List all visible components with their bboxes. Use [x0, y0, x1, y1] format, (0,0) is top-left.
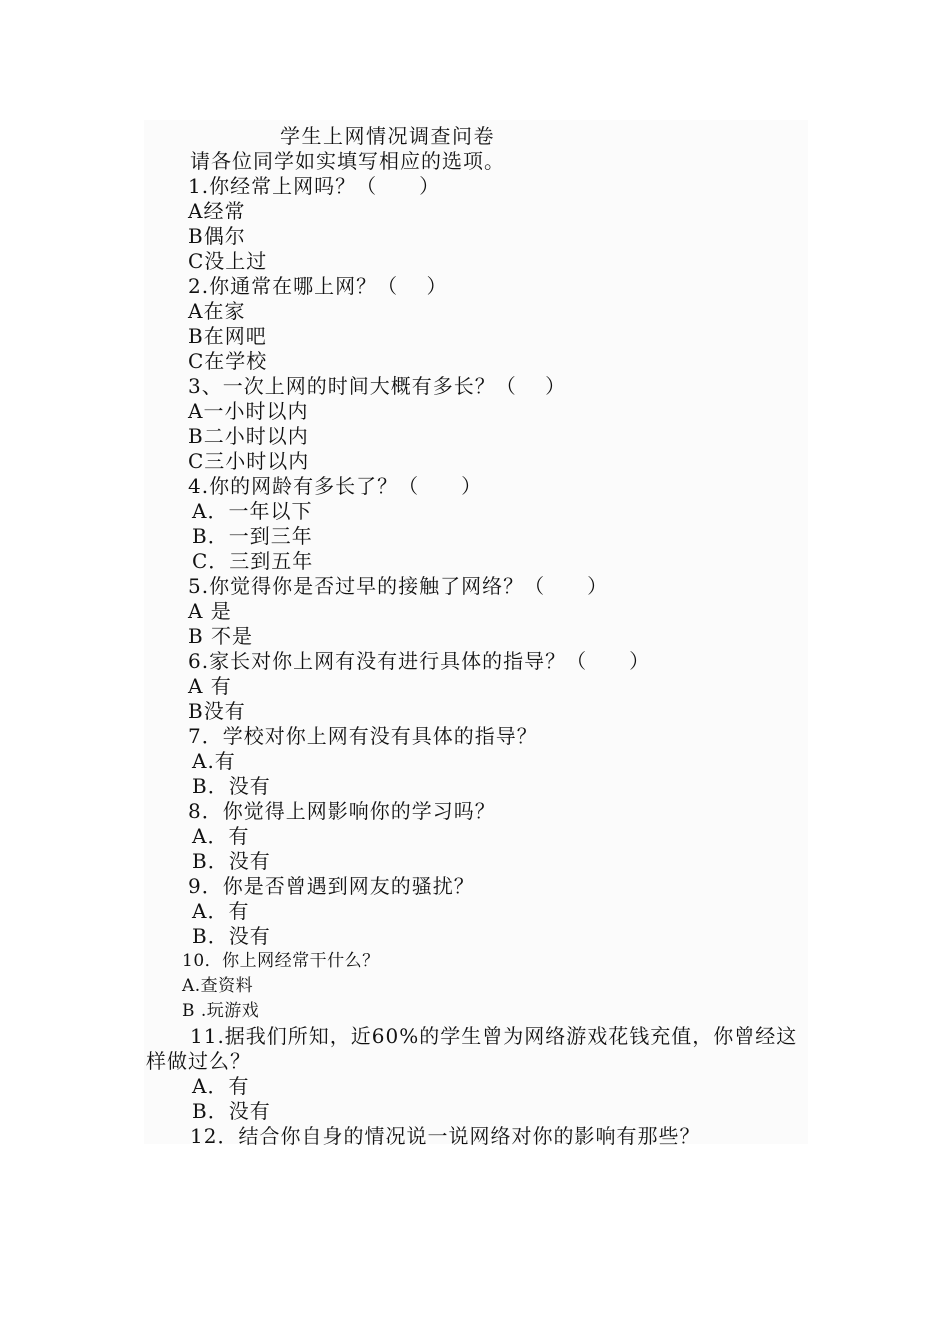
q9-option-b: B．没有 — [192, 924, 271, 948]
question-12: 12．结合你自身的情况说一说网络对你的影响有那些？ — [190, 1124, 701, 1148]
question-11: 11.据我们所知，近60%的学生曾为网络游戏花钱充值，你曾经这 — [190, 1024, 798, 1048]
question-3: 3、一次上网的时间大概有多长？（ ） — [188, 374, 567, 398]
q1-option-c: C没上过 — [188, 249, 268, 273]
q1-option-a: A经常 — [188, 199, 246, 223]
q3-option-c: C三小时以内 — [188, 449, 310, 473]
q8-option-a: A．有 — [192, 824, 250, 848]
q9-option-a: A．有 — [192, 899, 250, 923]
q4-option-a: A．一年以下 — [192, 499, 313, 523]
q10-option-a: A.查资料 — [182, 976, 254, 996]
q5-option-a: A 是 — [188, 599, 232, 623]
q5-option-b: B 不是 — [188, 624, 254, 648]
q7-option-a: A.有 — [192, 749, 236, 773]
q3-option-b: B二小时以内 — [188, 424, 309, 448]
q2-option-c: C在学校 — [188, 349, 268, 373]
question-8: 8．你觉得上网影响你的学习吗？ — [188, 799, 496, 823]
q6-option-a: A 有 — [188, 674, 232, 698]
q2-option-a: A在家 — [188, 299, 246, 323]
q3-option-a: A一小时以内 — [188, 399, 309, 423]
q2-option-b: B在网吧 — [188, 324, 267, 348]
q8-option-b: B．没有 — [192, 849, 271, 873]
question-2: 2.你通常在哪上网？（ ） — [188, 274, 448, 298]
q10-option-b: B .玩游戏 — [182, 1001, 260, 1021]
q6-option-b: B没有 — [188, 699, 246, 723]
question-6: 6.家长对你上网有没有进行具体的指导？（ ） — [188, 649, 651, 673]
intro-text: 请各位同学如实填写相应的选项。 — [190, 149, 505, 173]
q11-option-b: B．没有 — [192, 1099, 271, 1123]
question-4: 4.你的网龄有多长了？（ ） — [188, 474, 483, 498]
question-10: 10．你上网经常干什么？ — [182, 951, 380, 971]
q11-option-a: A．有 — [192, 1074, 250, 1098]
question-11-continued: 样做过么？ — [146, 1049, 251, 1073]
question-1: 1.你经常上网吗？（ ） — [188, 174, 441, 198]
question-9: 9．你是否曾遇到网友的骚扰？ — [188, 874, 475, 898]
question-7: 7．学校对你上网有没有具体的指导？ — [188, 724, 538, 748]
q4-option-c: C．三到五年 — [192, 549, 314, 573]
q4-option-b: B．一到三年 — [192, 524, 313, 548]
question-5: 5.你觉得你是否过早的接触了网络？（ ） — [188, 574, 609, 598]
q7-option-b: B．没有 — [192, 774, 271, 798]
q1-option-b: B偶尔 — [188, 224, 246, 248]
page-title: 学生上网情况调查问卷 — [280, 124, 495, 148]
